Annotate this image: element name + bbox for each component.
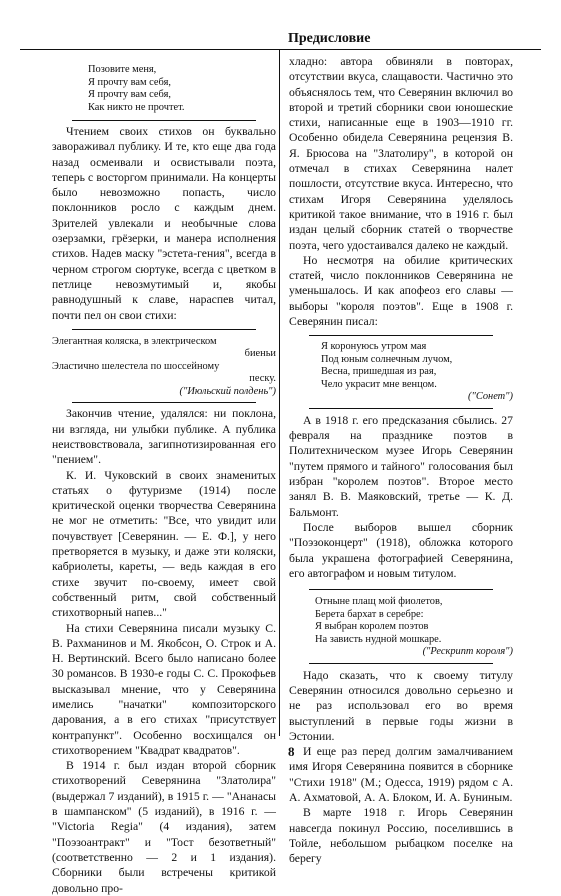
poem-attribution: ("Июльский полдень") <box>179 385 276 397</box>
poem-line: Берета бархат в серебре: <box>315 608 424 620</box>
poem-line: Позовите меня, <box>88 64 157 75</box>
poem-attribution: ("Сонет") <box>468 391 513 403</box>
poem-line: Я выбран королем поэтов <box>315 621 429 633</box>
section-rule <box>72 329 256 330</box>
poem-attribution: ("Рескрипт короля") <box>422 646 513 658</box>
paragraph: В марте 1918 г. Игорь Северянин навсегда покинул Россию, поселившись в Тойле, небольшом рыбацком поселке на берегу <box>289 806 513 866</box>
poem-line: Я прочту вам себя, <box>88 76 171 88</box>
paragraph: После выборов вышел сборник "Поэзоконцерт" (1918), обложка которого была украшена фотографией Северянина, его автографом и новым титулом. <box>289 520 513 580</box>
paragraph: хладно: автора обвиняли в повторах, отсутствии вкуса, слащавости. Частично это объяснялось тем, что Северянин включил во второй и третий сборники свои юношеские стихи, написанные еще в 1903—1910 гг. Особенно обидела Северянина рецензия В. Я. Брюсова на "Златолиру", в которой он отмечал в стихах Северянина налет пошлости, отсутствие вкуса. Интересно, что стихам Игоря Северянина уделялось критикой такое внимание, что в 1916 г. был издан целый сборник статей о творчестве поэта, чего удостаивался далеко не каждый. <box>289 55 513 252</box>
section-rule <box>72 120 256 121</box>
poem-elegantnaya <box>52 336 276 399</box>
column-separator <box>279 50 280 736</box>
running-header-title: Предисловие <box>288 31 371 46</box>
poem-line: На зависть нудной мошкаре. <box>315 633 442 645</box>
section-rule <box>309 408 493 409</box>
poem-line: Отныне плащ мой фиолетов, <box>315 596 443 608</box>
paragraph: Но несмотря на обилие критических статей, число поклонников Северянина не уменьшалось. И как апофеоз его славы — выборы "короля поэтов". Еще в 1908 г. Северянин писал: <box>289 253 513 329</box>
poem-line: песку. <box>249 373 276 385</box>
poem-pozovite <box>88 64 276 114</box>
paragraph: В 1914 г. был издан второй сборник стихотворений Северянина "Златолира" (выдержал 7 изданий), в 1915 г. — "Ананасы в шампанском" (5 изданий), в 1916 г. — "Victoria Regia" (4 издания), затем "Поэзоантракт" и "Тост безответный" (соответственно — 2 и 1 издания). Сборники были встречены критикой довольно про- <box>52 759 276 895</box>
poem-otnyne <box>315 596 513 646</box>
poem-koronuyus <box>321 341 513 391</box>
poem-line: Элегантная коляска, в электрическом <box>52 335 217 347</box>
right-column <box>289 54 513 866</box>
poem-line: Я коронуюсь утром мая <box>321 341 427 353</box>
page-number: 8 <box>288 744 295 759</box>
paragraph: На стихи Северянина писали музыку С. В. Рахманинов и М. Якобсон, О. Строк и А. Н. Вертинский. Всего было написано более 30 романсов. В 1930-е годы С. С. Прокофьев высказывал мнение, что у Северянина имелись "начатки" композиторского дарования, а в его стихах "присутствует контрапункт". Особенно восхищался он стихотворением "Квадрат квадратов". <box>52 621 276 757</box>
section-rule <box>309 663 493 664</box>
poem-line: Я прочту вам себя, <box>88 89 171 100</box>
section-rule <box>309 589 493 590</box>
paragraph: К. И. Чуковский в своих знаменитых статьях о футуризме (1914) после критической оценки творчества Северянина не мог не отметить: "Все, что увидит или почувствует [Северянин. — Е. Ф.], у него претворяется в музыку, и даже эти коляски, кабриолеты, кареты, — ведь каждая в его стихе звучит по-своему, имеет свой собственный ритм, свой собственный стихотворный напев..." <box>52 468 276 620</box>
poem-line: Эластично шелестела по шоссейному <box>52 360 220 372</box>
poem-line: Чело украсит мне венцом. <box>321 378 437 390</box>
header-rule <box>20 49 541 50</box>
paragraph: Закончив чтение, удалялся: ни поклона, ни взгляда, ни улыбки публике. А публика неиствовствовала, загипнотизированная его "пением". <box>52 407 276 467</box>
paragraph: А в 1918 г. его предсказания сбылись. 27 февраля на празднике поэтов в Политехническом музее Игорь Северянин "путем прямого и тайного" голосования был избран "королем поэтов". Второе место занял В. В. Маяковский, третье — К. Д. Бальмонт. <box>289 413 513 519</box>
poem-line: Под юным солнечным лучом, <box>321 353 453 365</box>
paragraph: Надо сказать, что к своему титулу Северянин относился довольно серьезно и не раз использовал его во время выступлений в первые годы жизни в Эстонии. <box>289 668 513 743</box>
section-rule <box>309 335 493 336</box>
poem-line: Весна, пришедшая из рая, <box>321 366 437 378</box>
poem-line: биеньи <box>244 348 276 360</box>
left-column <box>52 54 276 896</box>
paragraph: И еще раз перед долгим замалчиванием имя Игоря Северянина появится в сборнике "Стихи 1918" (М.; Одесса, 1919) рядом с А. А. Ахматовой, А. А. Блоком, И. А. Буниным. <box>289 745 513 804</box>
poem-line: Как никто не прочтет. <box>88 101 185 113</box>
section-rule <box>72 402 256 403</box>
paragraph: Чтением своих стихов он буквально завораживал публику. И те, кто еще два года назад осмеивали и освистывали поэта, теперь с восторгом принимали. На концерты было невозможно попасть, число поклонников росло с каждым днем. Зрителей увлекали и необычные слова озерзамки, грёзерки, и манера исполнения стихов. Надев маску "эстета-гения", всегда в черном строгом сюртуке, всегда с цветком в петлице невозмутимый и, якобы равнодушный к славе, нараспев читал, почти пел он свои стихи: <box>52 125 276 322</box>
